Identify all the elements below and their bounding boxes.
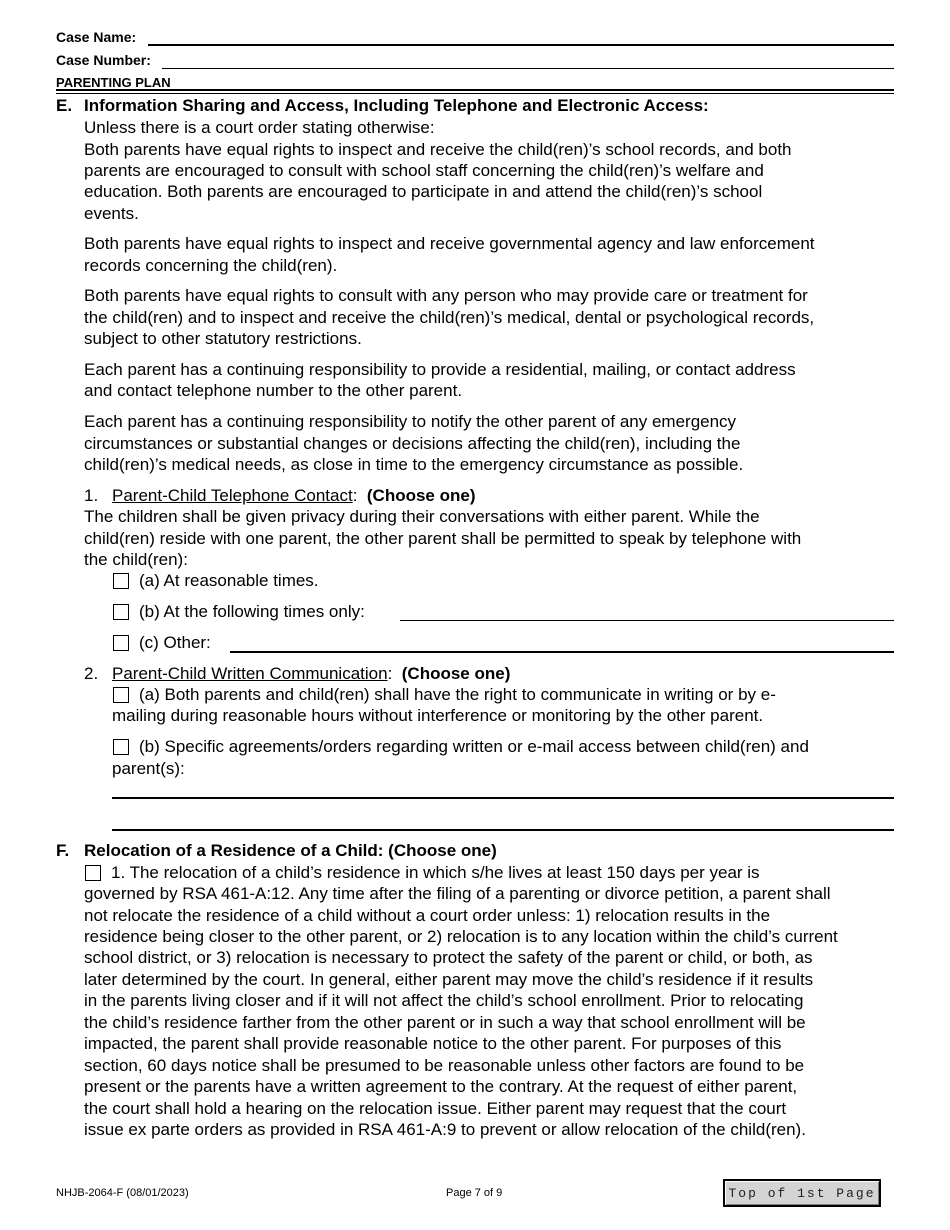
- item1-heading: [112, 485, 475, 507]
- section-e-line: the child(ren) and to inspect and receive the child(ren)’s medical, dental or psychological records,: [84, 308, 815, 327]
- section-f-line: governed by RSA 461-A:12. Any time after the filing of a parenting or divorce petition, a parent shall: [84, 884, 831, 903]
- item2-choose: (Choose one): [401, 664, 511, 683]
- section-e-line: parents are encouraged to consult with school staff concerning the child(ren)’s welfare and: [84, 161, 764, 180]
- parenting-plan-label: PARENTING PLAN: [56, 75, 171, 90]
- section-e-line: records concerning the child(ren).: [84, 256, 338, 275]
- phone-option-c-label: (c) Other:: [139, 633, 211, 652]
- top-of-first-page-button[interactable]: Top of 1st Page: [723, 1179, 881, 1207]
- phone-option-c-checkbox[interactable]: [113, 635, 129, 651]
- item1-title: Parent-Child Telephone Contact: [112, 486, 353, 505]
- phone-option-b-field[interactable]: [400, 620, 894, 621]
- case-number-field[interactable]: [162, 68, 894, 69]
- item2-heading: [112, 663, 510, 685]
- written-option-a-line: mailing during reasonable hours without interference or monitoring by the other parent.: [112, 706, 764, 725]
- item1-colon: :: [352, 486, 358, 505]
- item1-line: The children shall be given privacy during their conversations with either parent. While the: [84, 507, 760, 526]
- form-id: NHJB-2064-F (08/01/2023): [56, 1187, 189, 1199]
- section-e-line: Unless there is a court order stating otherwise:: [84, 118, 435, 137]
- written-option-b-field-2[interactable]: [112, 829, 894, 831]
- case-name-row: [56, 26, 894, 46]
- section-f-letter: F.: [56, 841, 70, 860]
- case-number-row: [56, 49, 894, 69]
- written-option-a-checkbox[interactable]: [113, 687, 129, 703]
- section-f-line: residence being closer to the other parent, or 2) relocation is to any location within the child’s current: [84, 927, 838, 946]
- section-e-line: Each parent has a continuing responsibility to provide a residential, mailing, or contact address: [84, 360, 796, 379]
- header-rule: [56, 89, 894, 91]
- section-f-title: Relocation of a Residence of a Child: (Choose one): [84, 841, 497, 860]
- case-number-label: Case Number:: [56, 52, 151, 68]
- item2-number: 2.: [84, 664, 99, 683]
- phone-option-b-label: (b) At the following times only:: [139, 602, 365, 621]
- phone-option-b-checkbox[interactable]: [113, 604, 129, 620]
- section-f-line: 1. The relocation of a child’s residence in which s/he lives at least 150 days per year is: [111, 863, 760, 882]
- section-e-line: Both parents have equal rights to inspect and receive governmental agency and law enforcement: [84, 234, 815, 253]
- item1-choose: (Choose one): [366, 486, 476, 505]
- section-f-line: section, 60 days notice shall be presumed to be reasonable unless other factors are found to be: [84, 1056, 805, 1075]
- section-f-line: impacted, the parent shall provide reasonable notice to the other parent. For purposes of this: [84, 1034, 782, 1053]
- phone-option-c-field[interactable]: [230, 651, 894, 653]
- section-f-line: school district, or 3) relocation is necessary to protect the safety of the parent or child, or both, as: [84, 948, 813, 967]
- section-f-line: the court shall hold a hearing on the relocation issue. Either parent may request that the court: [84, 1099, 787, 1118]
- section-e-line: events.: [84, 204, 139, 223]
- written-option-a-line: (a) Both parents and child(ren) shall have the right to communicate in writing or by e-: [139, 685, 776, 704]
- item2-title: Parent-Child Written Communication: [112, 664, 388, 683]
- item1-number: 1.: [84, 486, 99, 505]
- parenting-plan-row: [56, 71, 894, 91]
- section-e-line: child(ren)’s medical needs, as close in time to the emergency circumstance as possible.: [84, 455, 744, 474]
- item1-line: child(ren) reside with one parent, the other parent shall be permitted to speak by telephone with: [84, 529, 802, 548]
- section-e-line: Both parents have equal rights to consult with any person who may provide care or treatment for: [84, 286, 808, 305]
- section-f-line: later determined by the court. In general, either parent may move the child’s residence if it results: [84, 970, 814, 989]
- case-name-label: Case Name:: [56, 29, 137, 45]
- item1-line: the child(ren):: [84, 550, 188, 569]
- section-f-line: in the parents living closer and if it will not affect the child’s school enrollment. Prior to relocating: [84, 991, 804, 1010]
- written-option-b-line: (b) Specific agreements/orders regarding written or e-mail access between child(ren) and: [139, 737, 809, 756]
- written-option-b-checkbox[interactable]: [113, 739, 129, 755]
- case-name-field[interactable]: [148, 44, 894, 46]
- written-option-b-field-1[interactable]: [112, 797, 894, 799]
- section-e-line: and contact telephone number to the other parent.: [84, 381, 463, 400]
- phone-option-a-checkbox[interactable]: [113, 573, 129, 589]
- section-f-line: present or the parents have a written agreement to the contrary. At the request of either parent,: [84, 1077, 798, 1096]
- section-e-line: circumstances or substantial changes or decisions affecting the child(ren), including the: [84, 434, 741, 453]
- section-e-line: Each parent has a continuing responsibility to notify the other parent of any emergency: [84, 412, 737, 431]
- section-f-line: not relocate the residence of a child without a court order unless: 1) relocation results in the: [84, 906, 771, 925]
- section-e-line: subject to other statutory restrictions.: [84, 329, 362, 348]
- header-rule-double: [56, 93, 894, 94]
- section-e-line: education. Both parents are encouraged to participate in and attend the child(ren)’s school: [84, 182, 763, 201]
- page-number: Page 7 of 9: [446, 1187, 503, 1199]
- section-f-line: the child’s residence farther from the other parent or in such a way that school enrollment will be: [84, 1013, 806, 1032]
- section-f-line: issue ex parte orders as provided in RSA 461-A:9 to prevent or allow relocation of the child(ren).: [84, 1120, 806, 1139]
- written-option-b-line: parent(s):: [112, 759, 185, 778]
- section-e-letter: E.: [56, 96, 73, 115]
- relocation-option-1-checkbox[interactable]: [85, 865, 101, 881]
- item2-colon: :: [387, 664, 393, 683]
- section-e-title: Information Sharing and Access, Including Telephone and Electronic Access:: [84, 96, 709, 115]
- section-e-line: Both parents have equal rights to inspect and receive the child(ren)’s school records, and both: [84, 140, 792, 159]
- phone-option-a-label: (a) At reasonable times.: [139, 571, 319, 590]
